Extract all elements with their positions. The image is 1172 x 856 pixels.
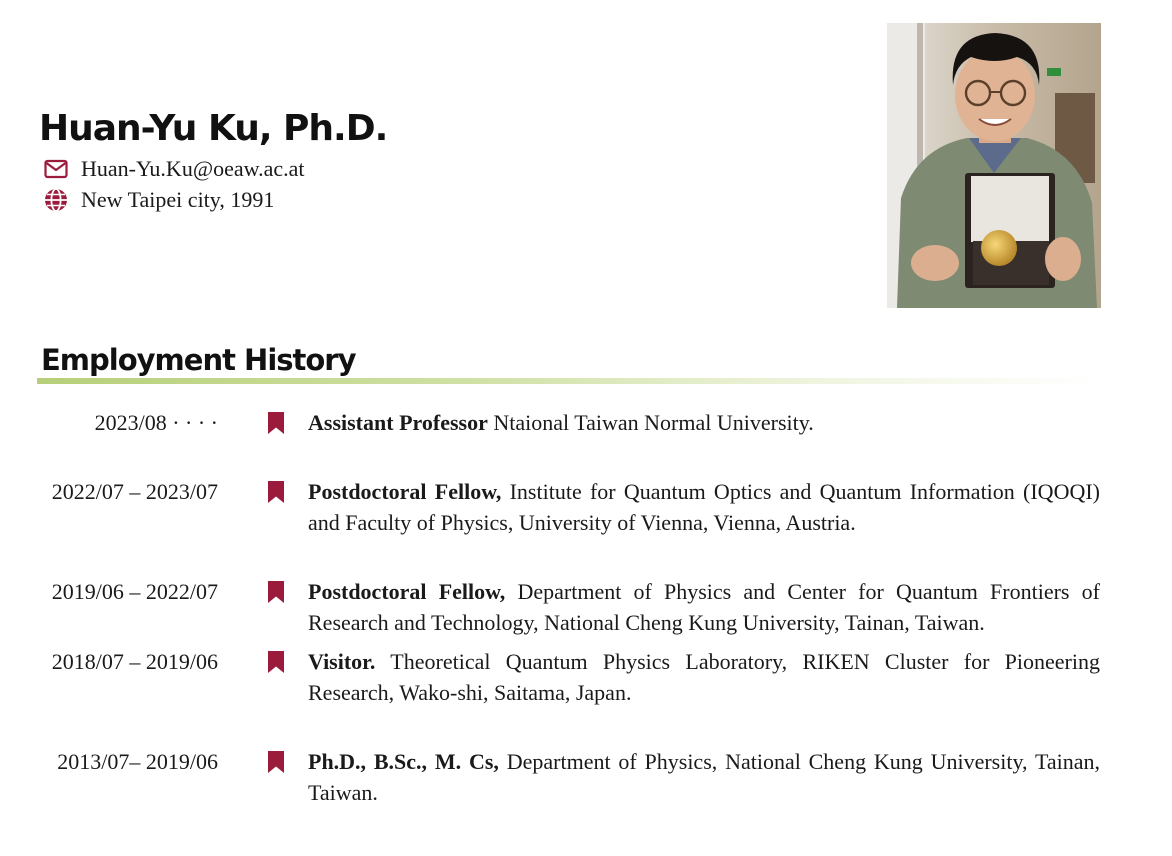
bookmark-icon bbox=[266, 581, 286, 603]
entry-title: Visitor. bbox=[308, 649, 376, 674]
bookmark-icon bbox=[266, 651, 286, 673]
entry-title: Postdoctoral Fellow, bbox=[308, 479, 502, 504]
entry-detail: Department of Physics and Center for Quantum Frontiers of Research and Technology, National Cheng Kung University, Tainan, Taiwan. bbox=[308, 579, 1100, 635]
bookmark-icon bbox=[266, 412, 286, 434]
entry-detail: Ntaional Taiwan Normal University. bbox=[487, 410, 814, 435]
entry-detail: Department of Physics, National Cheng Kung University, Tainan, Taiwan. bbox=[308, 749, 1100, 805]
location-text: New Taipei city, 1991 bbox=[81, 187, 275, 212]
entry-title: Postdoctoral Fellow, bbox=[308, 579, 506, 604]
entry-text bbox=[308, 747, 1100, 808]
location-contact bbox=[44, 186, 274, 214]
envelope-icon bbox=[44, 157, 68, 181]
globe-icon bbox=[44, 188, 68, 212]
entry-detail: Theoretical Quantum Physics Laboratory, RIKEN Cluster for Pioneering Research, Wako-shi, Saitama, Japan. bbox=[308, 649, 1100, 705]
entry-date: 2022/07 – 2023/07 bbox=[51, 479, 218, 504]
email-text[interactable]: Huan-Yu.Ku@oeaw.ac.at bbox=[81, 156, 305, 181]
entry-text bbox=[308, 577, 1100, 638]
bookmark-icon bbox=[266, 751, 286, 773]
section-title-employment: Employment History bbox=[41, 343, 356, 377]
entry-title: Assistant Professor bbox=[308, 410, 488, 435]
entry-text bbox=[308, 477, 1100, 538]
entry-date: 2023/08 · · · · bbox=[94, 410, 218, 435]
section-divider bbox=[37, 378, 1100, 384]
entry-text bbox=[308, 647, 1100, 708]
entry-date: 2018/07 – 2019/06 bbox=[51, 649, 218, 674]
profile-photo bbox=[887, 23, 1101, 308]
bookmark-icon bbox=[266, 481, 286, 503]
entry-date: 2019/06 – 2022/07 bbox=[51, 579, 218, 604]
entry-title: Ph.D., B.Sc., M. Cs, bbox=[308, 749, 499, 774]
entry-date: 2013/07– 2019/06 bbox=[57, 749, 218, 774]
entry-text bbox=[308, 408, 1100, 439]
email-contact[interactable] bbox=[44, 155, 304, 183]
entry-detail: Institute for Quantum Optics and Quantum Information (IQOQI) and Faculty of Physics, University of Vienna, Vienna, Austria. bbox=[308, 479, 1100, 535]
person-name: Huan-Yu Ku, Ph.D. bbox=[39, 108, 388, 149]
